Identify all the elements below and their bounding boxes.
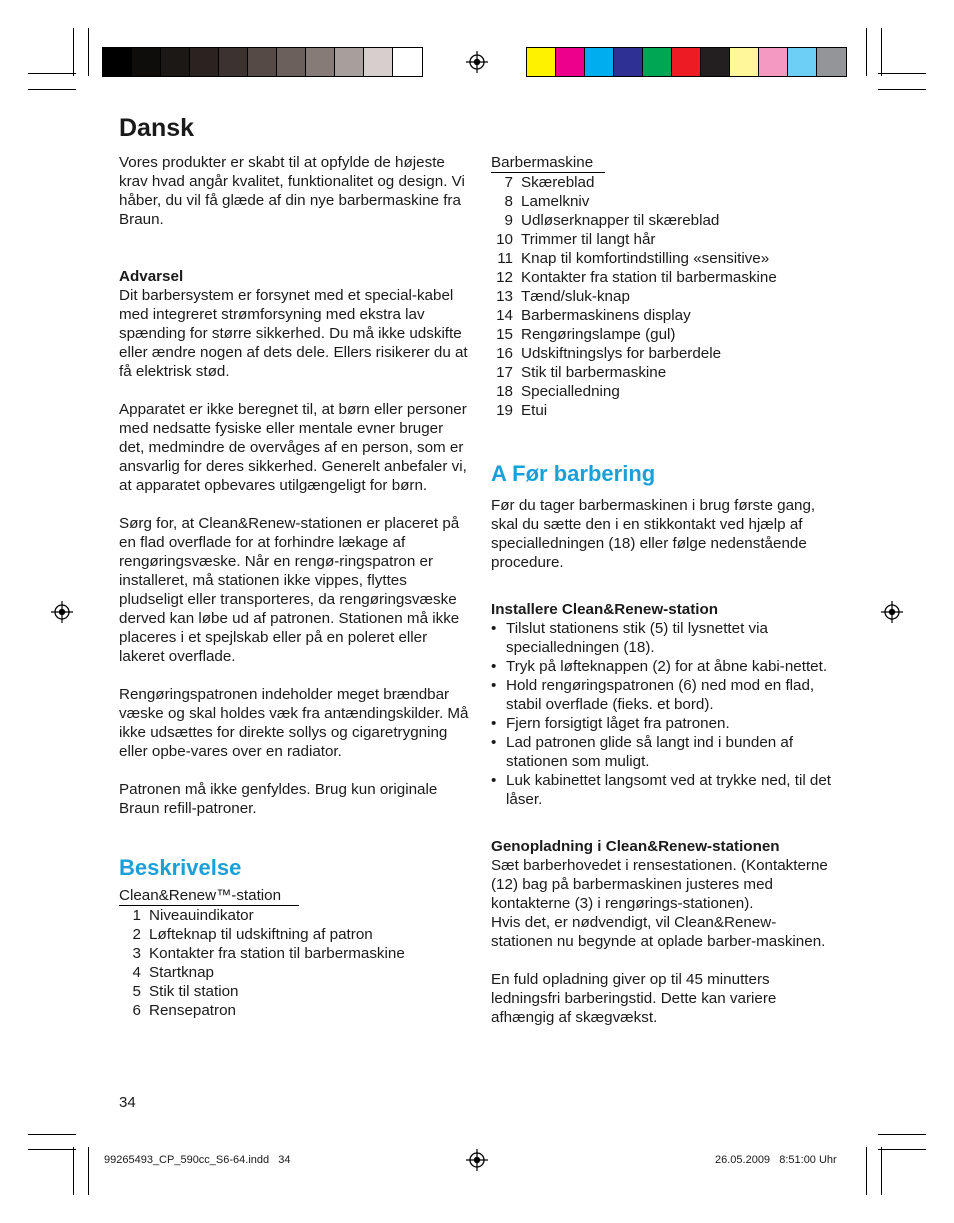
item-label: Lad patronen glide så langt ind i bunden af stationen som muligt. xyxy=(506,734,794,770)
shaver-parts-list xyxy=(483,173,836,420)
registration-mark-icon xyxy=(466,1149,488,1171)
gray-swatch xyxy=(132,48,161,76)
section-heading-description: Beskrivelse xyxy=(119,855,242,880)
station-parts-list xyxy=(111,906,469,1020)
list-item xyxy=(111,982,469,1001)
item-number: 11 xyxy=(497,250,513,267)
crop-mark xyxy=(73,1147,74,1195)
warning-paragraph: Apparatet er ikke beregnet til, at børn eller personer med nedsatte fysiske eller mentale evner bruger det, medmindre de overvåges af en person, som er ansvarlig for deres sikkerhed. Generelt anbefaler vi, at apparatet opbevares utilgængeligt for børn. xyxy=(119,401,467,494)
color-swatch xyxy=(585,48,614,76)
gray-swatch xyxy=(335,48,364,76)
item-number: 6 xyxy=(132,1002,141,1019)
footer-file-info: 99265493_CP_590cc_S6-64.indd 34 xyxy=(104,1154,291,1166)
list-item xyxy=(483,173,836,192)
gray-swatch xyxy=(219,48,248,76)
crop-mark xyxy=(866,1147,867,1195)
gray-swatch xyxy=(277,48,306,76)
list-item xyxy=(111,1001,469,1020)
grayscale-color-bar xyxy=(102,47,423,77)
list-item xyxy=(111,963,469,982)
list-item xyxy=(483,382,836,401)
install-heading: Installere Clean&Renew-station xyxy=(491,601,719,618)
item-label: Luk kabinettet langsomt ved at trykke ned, til det låser. xyxy=(506,772,832,808)
list-item xyxy=(483,192,836,211)
list-item xyxy=(491,657,836,676)
list-item xyxy=(111,906,469,925)
color-swatch xyxy=(759,48,788,76)
section-intro: Før du tager barbermaskinen i brug første gang, skal du sætte den i en stikkontakt ved hjælp af specialledningen (18) eller følge nedenstående procedure. xyxy=(491,497,816,571)
crop-mark xyxy=(73,28,74,76)
list-item xyxy=(491,771,836,809)
left-column xyxy=(119,153,469,1020)
bullet-icon: • xyxy=(491,620,497,637)
section-heading-before-shaving: A Før barbering xyxy=(491,461,656,486)
item-number: 5 xyxy=(132,983,141,1000)
process-color-bar xyxy=(526,47,847,77)
recharge-paragraph: Hvis det, er nødvendigt, vil Clean&Renew-stationen nu begynde at oplade barber-maskinen. xyxy=(491,914,826,950)
list-item xyxy=(483,344,836,363)
recharge-paragraph: Sæt barberhovedet i rensestationen. (Kontakterne (12) bag på barbermaskinen justeres med kontakterne (3) i rengørings-stationen). xyxy=(491,857,828,912)
registration-mark-icon xyxy=(881,601,903,623)
list-item xyxy=(483,325,836,344)
item-label: Niveauindikator xyxy=(149,907,254,924)
crop-mark xyxy=(878,1134,926,1135)
item-number: 18 xyxy=(496,383,513,400)
item-label: Hold rengøringspatronen (6) ned mod en flad, stabil overflade (fieks. et bord). xyxy=(506,677,815,713)
list-item xyxy=(483,230,836,249)
item-label: Stik til barbermaskine xyxy=(521,364,667,381)
warning-paragraph: Dit barbersystem er forsynet med et special-kabel med integreret strømforsyning med ekstra lav spænding for større sikkerhed. Du må ikke udskifte eller ændre nogen af dets dele. Ellers risikerer du at få elektrisk stød. xyxy=(119,287,468,380)
item-label: Fjern forsigtigt låget fra patronen. xyxy=(506,715,730,732)
list-item xyxy=(483,287,836,306)
crop-mark xyxy=(878,1149,926,1150)
warning-paragraph: Sørg for, at Clean&Renew-stationen er placeret på en flad overflade for at forhindre lækage af rengøringsvæske. Når en rengø-ringspatron er installeret, må stationen ikke vippes, flyttes pludseligt eller transporteres, da rengøringsvæske derved kan løbe ud af patronen. Stationen må ikke placeres i et spejlskab eller på en poleret eller lakeret overflade. xyxy=(119,515,460,665)
bullet-icon: • xyxy=(491,677,497,694)
item-number: 19 xyxy=(496,402,513,419)
gray-swatch xyxy=(190,48,219,76)
crop-mark xyxy=(881,28,882,76)
page-title: Dansk xyxy=(119,114,195,142)
list-item xyxy=(491,676,836,714)
item-label: Løfteknap til udskiftning af patron xyxy=(149,926,373,943)
item-number: 9 xyxy=(504,212,513,229)
item-number: 15 xyxy=(496,326,513,343)
item-number: 1 xyxy=(132,907,141,924)
item-label: Rengøringslampe (gul) xyxy=(521,326,676,343)
item-number: 12 xyxy=(496,269,513,286)
item-label: Kontakter fra station til barbermaskine xyxy=(149,945,405,962)
item-number: 4 xyxy=(132,964,141,981)
gray-swatch xyxy=(248,48,277,76)
registration-mark-icon xyxy=(466,51,488,73)
item-number: 16 xyxy=(496,345,513,362)
crop-mark xyxy=(28,89,76,90)
color-swatch xyxy=(730,48,759,76)
crop-mark xyxy=(88,28,89,76)
install-steps-list xyxy=(491,619,836,809)
gray-swatch xyxy=(393,48,422,76)
bullet-icon: • xyxy=(491,715,497,732)
registration-mark-icon xyxy=(51,601,73,623)
recharge-paragraph: En fuld opladning giver op til 45 minutters ledningsfri barberingstid. Dette kan variere afhængig af skægvækst. xyxy=(491,971,777,1026)
item-label: Trimmer til langt hår xyxy=(521,231,656,248)
crop-mark xyxy=(866,28,867,76)
right-column xyxy=(491,153,836,1027)
crop-mark xyxy=(881,1147,882,1195)
item-number: 2 xyxy=(132,926,141,943)
item-label: Stik til station xyxy=(149,983,239,1000)
gray-swatch xyxy=(364,48,393,76)
item-label: Startknap xyxy=(149,964,215,981)
list-item xyxy=(111,925,469,944)
list-item xyxy=(483,363,836,382)
list-item xyxy=(491,619,836,657)
station-list-heading: Clean&Renew™-station xyxy=(119,887,299,906)
intro-paragraph: Vores produkter er skabt til at opfylde de højeste krav hvad angår kvalitet, funktionalitet og design. Vi håber, du vil få glæde af din nye barbermaskine fra Braun. xyxy=(119,154,465,228)
item-number: 8 xyxy=(504,193,513,210)
bullet-icon: • xyxy=(491,772,497,789)
item-number: 17 xyxy=(496,364,513,381)
crop-mark xyxy=(878,73,926,74)
item-label: Tilslut stationens stik (5) til lysnettet via specialledningen (18). xyxy=(506,620,768,656)
crop-mark xyxy=(28,1149,76,1150)
color-swatch xyxy=(672,48,701,76)
list-item xyxy=(491,733,836,771)
color-swatch xyxy=(817,48,846,76)
color-swatch xyxy=(556,48,585,76)
list-item xyxy=(483,211,836,230)
page-number: 34 xyxy=(119,1094,136,1111)
footer-timestamp: 26.05.2009 8:51:00 Uhr xyxy=(715,1154,837,1166)
item-number: 13 xyxy=(496,288,513,305)
item-label: Specialledning xyxy=(521,383,620,400)
warning-heading: Advarsel xyxy=(119,268,184,285)
item-label: Skæreblad xyxy=(521,174,595,191)
shaver-list-heading: Barbermaskine xyxy=(491,154,605,173)
item-label: Rensepatron xyxy=(149,1002,236,1019)
item-label: Kontakter fra station til barbermaskine xyxy=(521,269,777,286)
color-swatch xyxy=(643,48,672,76)
item-label: Knap til komfortindstilling «sensitive» xyxy=(521,250,770,267)
item-label: Tryk på løfteknappen (2) for at åbne kabi-nettet. xyxy=(506,658,828,675)
list-item xyxy=(483,306,836,325)
crop-mark xyxy=(28,1134,76,1135)
crop-mark xyxy=(878,89,926,90)
item-number: 10 xyxy=(496,231,513,248)
item-label: Udskiftningslys for barberdele xyxy=(521,345,722,362)
list-item xyxy=(483,401,836,420)
item-label: Etui xyxy=(521,402,548,419)
color-swatch xyxy=(788,48,817,76)
item-label: Lamelkniv xyxy=(521,193,590,210)
gray-swatch xyxy=(103,48,132,76)
color-swatch xyxy=(527,48,556,76)
crop-mark xyxy=(28,73,76,74)
gray-swatch xyxy=(161,48,190,76)
recharge-heading: Genopladning i Clean&Renew-stationen xyxy=(491,838,780,855)
item-number: 7 xyxy=(504,174,513,191)
color-swatch xyxy=(701,48,730,76)
list-item xyxy=(491,714,836,733)
list-item xyxy=(483,268,836,287)
crop-mark xyxy=(88,1147,89,1195)
color-swatch xyxy=(614,48,643,76)
item-number: 14 xyxy=(496,307,513,324)
bullet-icon: • xyxy=(491,658,497,675)
list-item xyxy=(483,249,836,268)
warning-paragraph: Patronen må ikke genfyldes. Brug kun originale Braun refill-patroner. xyxy=(119,781,438,817)
bullet-icon: • xyxy=(491,734,497,751)
gray-swatch xyxy=(306,48,335,76)
item-label: Udløserknapper til skæreblad xyxy=(521,212,720,229)
list-item xyxy=(111,944,469,963)
item-number: 3 xyxy=(132,945,141,962)
warning-paragraph: Rengøringspatronen indeholder meget brændbar væske og skal holdes væk fra antændingskilder. Må ikke udsættes for direkte sollys og cigaretrygning eller opbe-vares over en radiator. xyxy=(119,686,469,760)
item-label: Barbermaskinens display xyxy=(521,307,691,324)
item-label: Tænd/sluk-knap xyxy=(521,288,630,305)
